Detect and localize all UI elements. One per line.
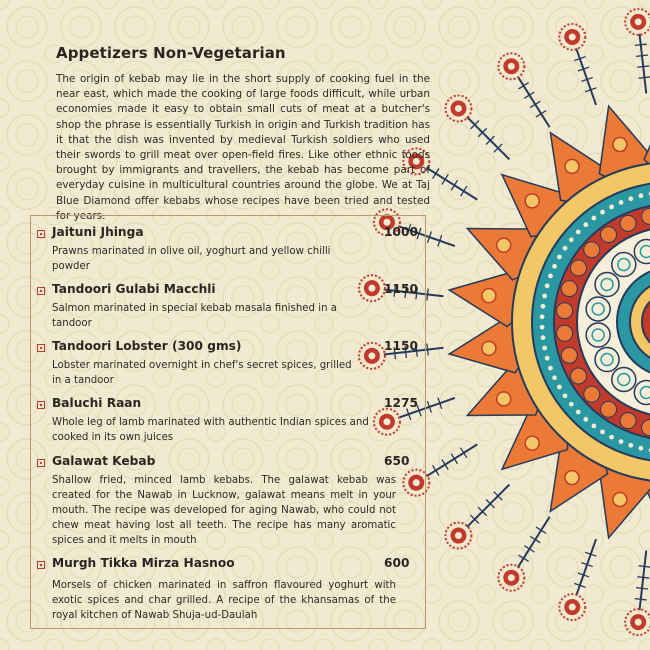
bullet-icon (37, 401, 45, 409)
bullet-icon (37, 287, 45, 295)
menu-box (30, 215, 426, 629)
item-description: Whole leg of lamb marinated with authentic Indian spices and cooked in its own juices (52, 417, 369, 443)
bullet-icon (37, 561, 45, 569)
item-price: 1000 (384, 225, 418, 239)
item-price: 1150 (384, 339, 418, 353)
item-name: Tandoori Gulabi Macchli (52, 282, 216, 296)
bullet-icon (37, 230, 45, 238)
section-title: Appetizers Non-Vegetarian (56, 44, 286, 62)
item-name: Jaituni Jhinga (52, 225, 144, 239)
item-name: Baluchi Raan (52, 396, 142, 410)
item-name: Murgh Tikka Mirza Hasnoo (52, 556, 235, 570)
item-name: Galawat Kebab (52, 454, 156, 468)
bullet-icon (37, 344, 45, 352)
item-description: Morsels of chicken marinated in saffron flavoured yoghurt with exotic spices and char grilled. A recipe of the khansamas of the royal kitchen of Nawab Shuja-ud-Daulah (52, 580, 396, 621)
item-price: 1275 (384, 396, 418, 410)
item-description: Lobster marinated overnight in chef's secret spices, grilled in a tandoor (52, 360, 352, 386)
item-description: Salmon marinated in special kebab masala finished in a tandoor (52, 303, 338, 329)
item-description: Shallow fried, minced lamb kebabs. The galawat kebab was created for the Nawab in Lucknow, galawat means melt in your mouth. The recipe was developed for aging Nawab, who could not chew meat having lost all teeth. The recipe has many aromatic spices and it melts in mouth (52, 475, 396, 546)
item-description: Prawns marinated in olive oil, yoghurt and yellow chilli powder (52, 246, 331, 272)
intro-paragraph: The origin of kebab may lie in the short supply of cooking fuel in the near east, which made the cooking of large foods difficult, while urban economies made it easy to obtain small cuts of meat at a butcher's shop the phrase is essentially Turkish in origin and Turkish tradition has it that the dish was invented by medieval Turkish soldiers who used their swords to grill meat over open-field fires. Like other ethnic foods brought by immigrants and travellers, the kebab has become part of everyday cuisine in multicultural countries around the globe. We at Taj Blue Diamond offer kebabs whose recipes have been tried and tested for years. (56, 73, 430, 222)
item-price: 1150 (384, 282, 418, 296)
bullet-icon (37, 459, 45, 467)
item-name: Tandoori Lobster (300 gms) (52, 339, 242, 353)
item-price: 650 (384, 454, 410, 468)
item-price: 600 (384, 556, 410, 570)
